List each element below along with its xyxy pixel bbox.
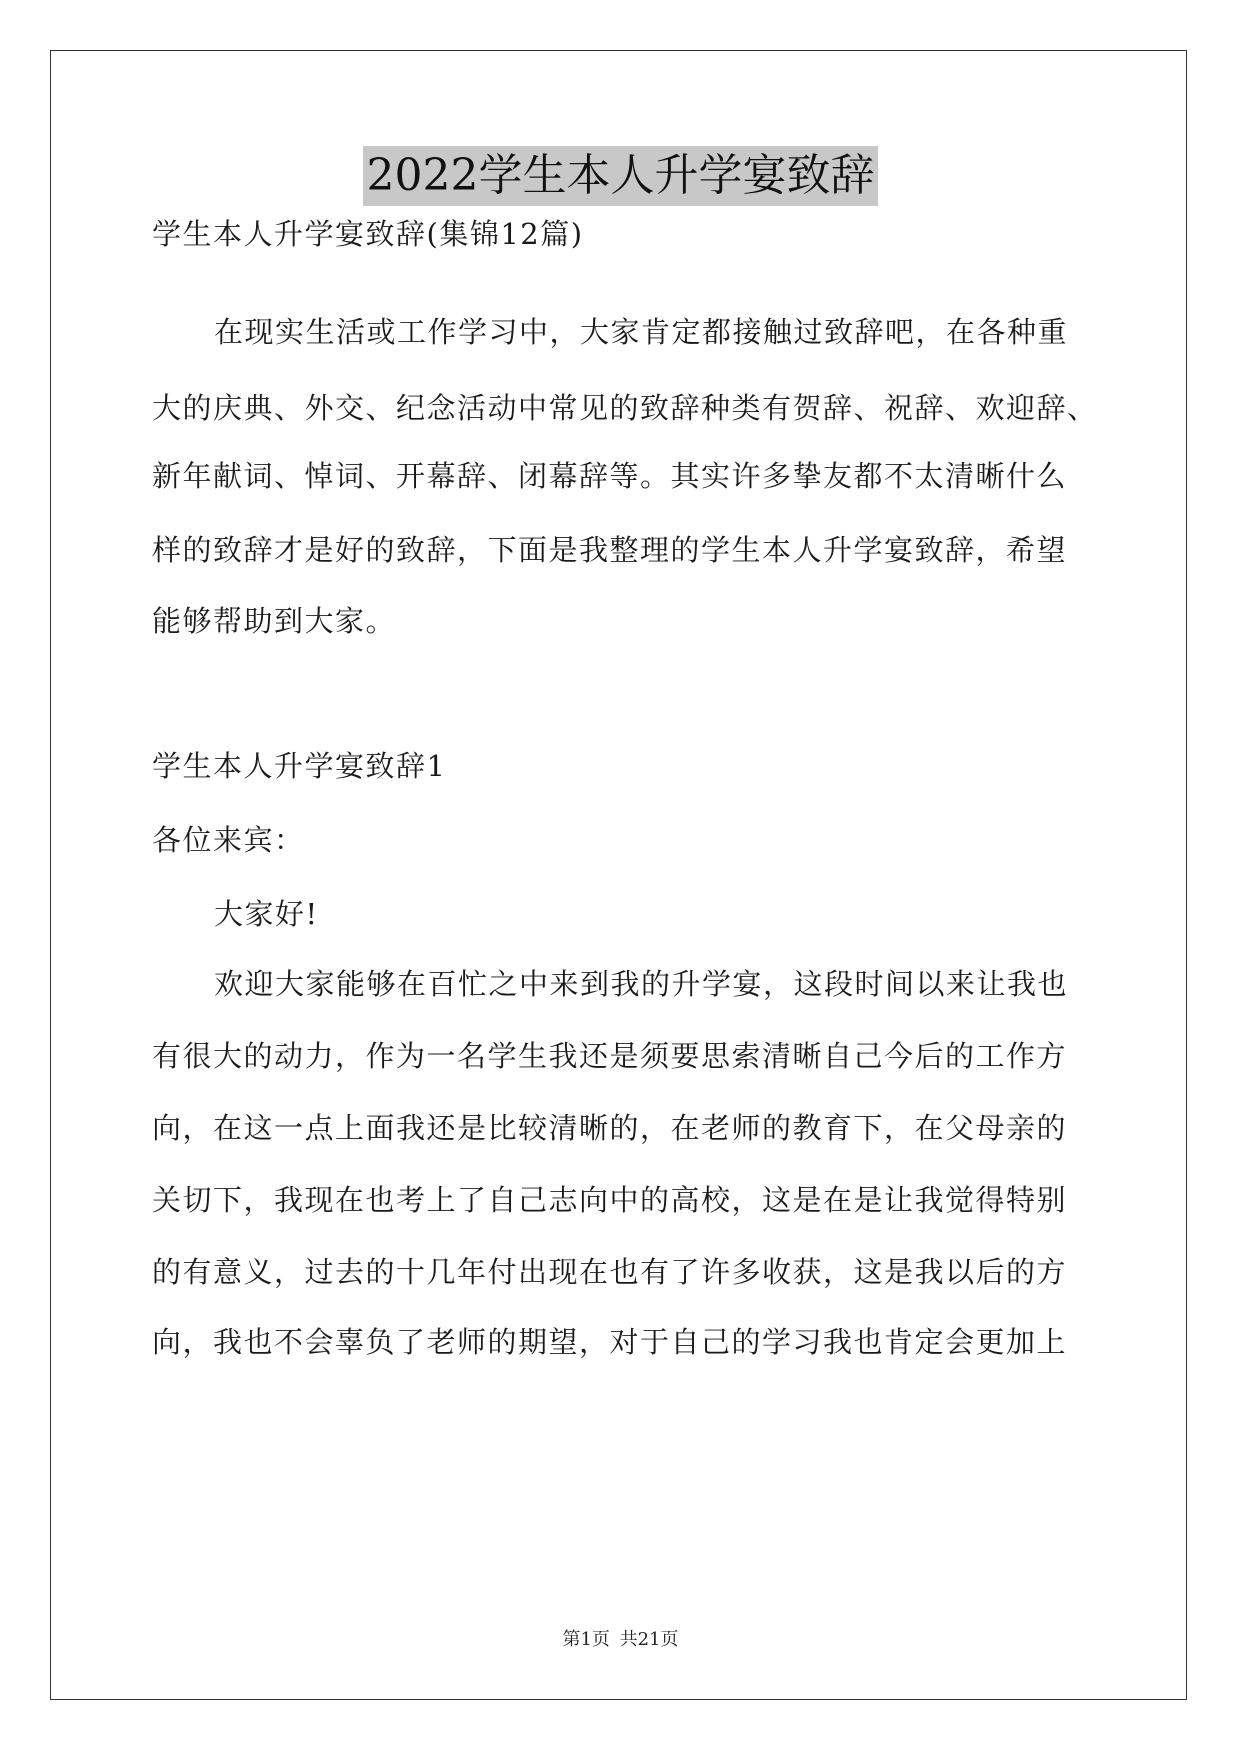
body-line-6: 向，我也不会辜负了老师的期望，对于自己的学习我也肯定会更加上 xyxy=(152,1325,1068,1359)
greeting: 大家好! xyxy=(214,897,319,931)
intro-line-3: 新年献词、悼词、开幕辞、闭幕辞等。其实许多挚友都不太清晰什么 xyxy=(152,459,1068,493)
intro-line-1: 在现实生活或工作学习中，大家肯定都接触过致辞吧，在各种重 xyxy=(214,315,1069,349)
section-heading: 学生本人升学宴致辞1 xyxy=(152,749,447,783)
document-subtitle: 学生本人升学宴致辞(集锦12篇) xyxy=(152,217,584,251)
intro-line-2: 大的庆典、外交、纪念活动中常见的致辞种类有贺辞、祝辞、欢迎辞、 xyxy=(152,391,1098,425)
page-total: 共21页 xyxy=(619,1629,679,1650)
body-line-2: 有很大的动力，作为一名学生我还是须要思索清晰自己今后的工作方 xyxy=(152,1039,1068,1073)
body-line-1: 欢迎大家能够在百忙之中来到我的升学宴，这段时间以来让我也 xyxy=(214,967,1069,1001)
page-number: 第1页 xyxy=(562,1629,610,1650)
salutation: 各位来宾： xyxy=(152,823,305,857)
intro-line-5: 能够帮助到大家。 xyxy=(152,604,397,638)
body-line-3: 向，在这一点上面我还是比较清晰的，在老师的教育下，在父母亲的 xyxy=(152,1111,1068,1145)
body-line-4: 关切下，我现在也考上了自己志向中的高校，这是在是让我觉得特别 xyxy=(152,1183,1068,1217)
intro-line-4: 样的致辞才是好的致辞，下面是我整理的学生本人升学宴致辞，希望 xyxy=(152,533,1068,567)
page-border xyxy=(50,50,1187,1700)
body-line-5: 的有意义，过去的十几年付出现在也有了许多收获，这是我以后的方 xyxy=(152,1255,1068,1289)
document-title: 2022学生本人升学宴致辞 xyxy=(363,146,879,206)
page-footer xyxy=(0,1628,1241,1652)
title-container xyxy=(0,146,1241,206)
